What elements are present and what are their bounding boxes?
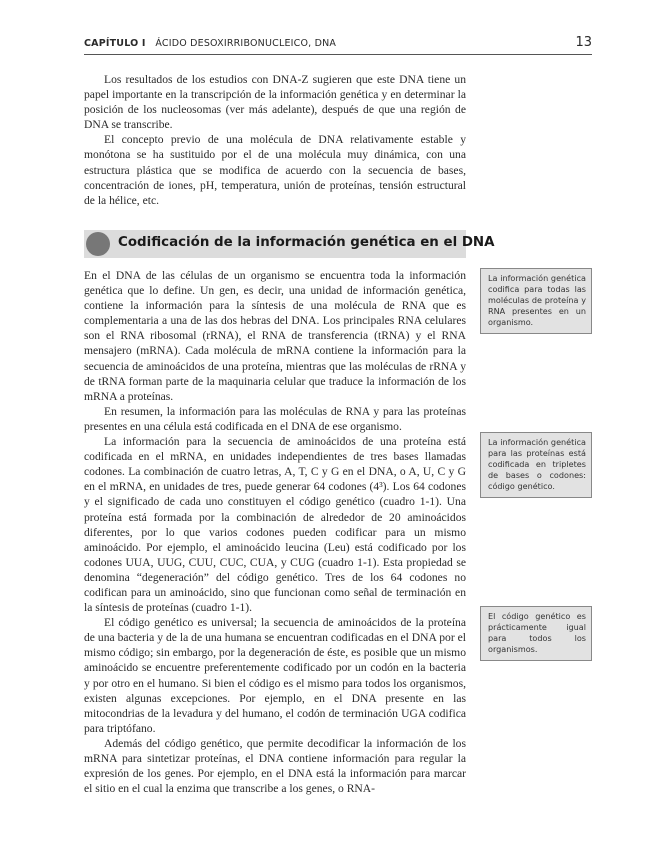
page-number: 13 [575,35,592,50]
paragraph: Además del código genético, que permite decodificar la información de los mRNA para sintetizar proteínas, el DNA contiene información para regular la expresión de los genes. Por ejemplo, en el DNA está la información para marcar el sitio en el cual la enzima que transcribe a los genes, o RNA- [84,736,466,796]
section-title: Codificación de la información genética en el DNA [118,235,495,250]
chapter-label: CAPÍTULO I [84,38,146,49]
paragraph: En el DNA de las células de un organismo se encuentra toda la información genética que lo define. Un gen, es decir, una unidad de información genética, contiene la información para la síntesis de una molécula de RNA que es complementaria a una de las dos hebras del DNA. Los principales RNA celulares son el RNA ribosomal (rRNA), el RNA de transferencia (tRNA) y el RNA mensajero (mRNA). Cada molécula de mRNA contiene la información para la secuencia de aminoácidos de una proteína, mientras que las moléculas de rRNA y de tRNA forman parte de la maquinaria celular que traduce la información de los mRNA a proteínas. [84,269,466,403]
section-bullet-icon [86,232,110,256]
paragraph: El concepto previo de una molécula de DNA relativamente estable y monótona se ha sustituido por el de una molécula muy dinámica, con una estructura plástica que se modifica de acuerdo con la secuencia de bases, concentración de iones, pH, temperatura, unión de proteínas, tensión estructural de la hélice, etc. [84,133,466,207]
margin-note: La información genética codifica para todas las moléculas de proteína y RNA presentes en un organismo. [480,268,592,334]
intro-text [84,72,466,208]
paragraph: La información para la secuencia de aminoácidos de una proteína está codificada en el mRNA, en unidades independientes de tres bases llamadas codones. La combinación de cuatro letras, A, T, C y G en el DNA, o A, U, C y G en el mRNA, en unidades de tres, puede generar 64 codones (4³). Los 64 codones y el significado de cada uno constituyen el código genético (cuadro 1-1). Una proteína está formada por la combinación de alrededor de 20 aminoácidos diferentes, por lo que varios codones pueden codificar para un mismo aminoácido. Por ejemplo, el aminoácido leucina (Leu) está codificado por los codones UUA, UUG, CUU, CUC, CUA, y CUG (cuadro 1-1). Esta propiedad se denomina “degeneración” del código genético. Tres de los 64 codones no codifican para un aminoácido, sino que funcionan como señal de terminación en la síntesis de proteínas (cuadro 1-1). [84,435,466,615]
paragraph: Los resultados de los estudios con DNA-Z sugieren que este DNA tiene un papel importante en la transcripción de la información genética y en determinar la posición de los nucleosomas (ver más adelante), después de que una región de DNA se transcribe. [84,73,466,132]
section-heading [84,230,495,258]
margin-note: La información genética para las proteínas está codificada en tripletes de bases o codones: código genético. [480,432,592,498]
chapter-title: ÁCIDO DESOXIRRIBONUCLEICO, DNA [155,38,337,49]
paragraph: En resumen, la información para las moléculas de RNA y para las proteínas presentes en una célula está codificada en el DNA de ese organismo. [84,404,466,433]
margin-note: El código genético es prácticamente igual para todos los organismos. [480,606,592,661]
section-text [84,268,466,796]
running-header [84,36,592,55]
chapter-heading [84,38,336,49]
paragraph: El código genético es universal; la secuencia de aminoácidos de la proteína de una bacteria y de la de una humana se encuentran codificadas en el DNA por el mismo código; sin embargo, por la degeneración de éste, es posible que un mismo aminoácido se encuentre preferentemente codificado por un codón en la bacteria y por otro en el humano. Si bien el código es el mismo para todos los organismos, existen algunas excepciones. Por ejemplo, en el DNA presente en las mitocondrias de la levadura y del humano, el codón de terminación UGA codifica para triptófano. [84,616,466,735]
